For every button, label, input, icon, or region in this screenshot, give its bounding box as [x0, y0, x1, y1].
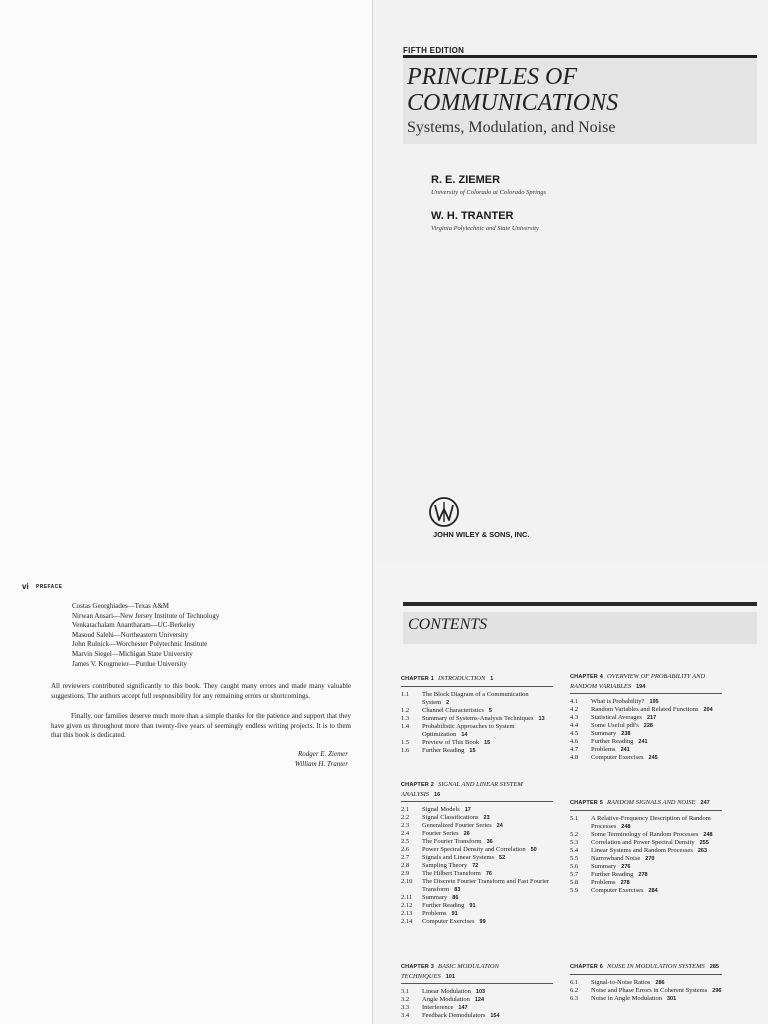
section-number: 1.5 — [401, 738, 410, 746]
toc-entry[interactable] — [401, 814, 553, 822]
publisher-name: JOHN WILEY & SONS, INC. — [433, 530, 530, 539]
reviewer-item: James V. Krogmeier—Purdue University — [72, 659, 187, 668]
author-affiliation: University of Colorado at Colorado Springs — [431, 189, 547, 196]
reviewer-list — [72, 602, 219, 669]
section-number: 4.5 — [570, 730, 579, 737]
contents-title: CONTENTS — [408, 616, 488, 633]
toc-entry[interactable] — [570, 863, 722, 871]
section-number: 2.4 — [401, 830, 410, 837]
chapter-page: 101 — [445, 973, 455, 980]
section-title: Noise in Angle Modulation — [591, 994, 662, 1002]
toc-entry[interactable] — [401, 894, 553, 902]
section-title: Statistical Averages — [591, 714, 642, 721]
chapter-title: OVERVIEW OF PROBABILITY AND RANDOM VARIABLES — [570, 673, 706, 690]
section-title: Problems — [422, 910, 447, 917]
blank-page — [0, 0, 372, 562]
section-number: 2.1 — [401, 806, 410, 813]
section-page: 23 — [483, 815, 490, 821]
section-page: 52 — [499, 855, 506, 861]
reviewer-item: Venkatachalam Anantharam—UC-Berkeley — [72, 621, 196, 630]
toc-entry[interactable] — [570, 698, 722, 706]
toc-entry[interactable] — [570, 815, 722, 831]
section-title: The Discrete Fourier Transform and Fast Fourier Transform — [422, 878, 550, 893]
section-page: 17 — [464, 807, 471, 813]
toc-entry[interactable] — [401, 838, 553, 846]
section-number: 4.6 — [570, 738, 579, 745]
toc-entry[interactable] — [401, 739, 553, 747]
section-title: What is Probability? — [591, 698, 645, 705]
section-page: 147 — [458, 1005, 468, 1011]
chapter-title: RANDOM SIGNALS AND NOISE — [606, 799, 696, 806]
section-page: 15 — [469, 747, 476, 754]
toc-entry[interactable] — [570, 979, 722, 987]
section-page: 99 — [479, 919, 486, 925]
toc-entry[interactable] — [401, 691, 553, 707]
toc-entry[interactable] — [570, 839, 722, 847]
section-number: 5.4 — [570, 846, 579, 854]
section-page: 86 — [452, 895, 459, 901]
section-number: 2.13 — [401, 910, 413, 917]
section-page: 248 — [621, 823, 631, 830]
section-number: 2.6 — [401, 846, 410, 853]
wiley-logo-icon — [428, 496, 460, 528]
section-title: Linear Modulation — [422, 988, 471, 995]
section-page: 278 — [620, 879, 630, 886]
section-page: 245 — [648, 755, 658, 761]
section-title: Feedback Demodulators — [422, 1012, 486, 1019]
section-page: 217 — [646, 715, 657, 721]
section-page: 241 — [638, 739, 648, 745]
toc-entry[interactable] — [401, 1004, 553, 1012]
toc-entry[interactable] — [401, 988, 553, 996]
author-affiliation: Virginia Polytechnic and State University — [431, 225, 539, 232]
section-title: Computer Exercises — [591, 886, 644, 894]
reviewer-item: Masoud Salehi—Northeastern University — [72, 630, 189, 639]
section-number: 1.3 — [401, 714, 410, 722]
section-number: 2.10 — [401, 878, 413, 885]
section-title: Some Useful pdf's — [591, 722, 639, 729]
section-title: Computer Exercises — [422, 918, 475, 925]
chapter-label: CHAPTER 5 — [570, 800, 603, 806]
section-number: 4.7 — [570, 746, 579, 753]
section-title: Problems — [591, 746, 616, 753]
book-title-line1: PRINCIPLES OF — [407, 64, 577, 90]
section-title: Further Reading — [591, 870, 634, 878]
chapter-title: SIGNAL AND LINEAR SYSTEM ANALYSIS — [401, 781, 523, 798]
section-number: 6.2 — [570, 986, 579, 994]
toc-entry[interactable] — [570, 847, 722, 855]
section-title: Generalized Fourier Series — [422, 822, 492, 829]
section-number: 3.4 — [401, 1012, 410, 1019]
section-title: Fourier Series — [422, 830, 459, 837]
toc-entry[interactable] — [570, 887, 722, 895]
section-page: 15 — [484, 739, 491, 746]
section-title: Interference — [422, 1004, 454, 1011]
toc-entry[interactable] — [570, 730, 722, 738]
toc-entry[interactable] — [401, 854, 553, 862]
section-page: 276 — [621, 863, 631, 870]
section-page: 36 — [486, 839, 493, 845]
section-number: 2.9 — [401, 870, 410, 877]
chapter-page: 285 — [709, 964, 719, 970]
section-title: Channel Characteristics — [422, 706, 484, 714]
section-number: 5.5 — [570, 854, 579, 862]
title-page — [372, 0, 768, 562]
toc-entry[interactable] — [570, 995, 722, 1003]
toc-entry[interactable] — [570, 831, 722, 839]
section-title: Computer Exercises — [591, 754, 644, 761]
reviewer-item: John Rulnick—Worchester Polytechnic Institute — [72, 640, 208, 649]
toc-entry[interactable] — [570, 722, 722, 730]
section-page: 26 — [463, 831, 470, 837]
chapter-title: NOISE IN MODULATION SYSTEMS — [606, 963, 705, 970]
toc-entry[interactable] — [401, 870, 553, 878]
chapter-heading[interactable] — [570, 798, 722, 811]
toc-entry[interactable] — [570, 738, 722, 746]
section-title: Noise and Phase Errors in Coherent Systems — [591, 986, 708, 994]
toc-entry[interactable] — [401, 910, 553, 918]
section-page: 5 — [488, 707, 492, 714]
section-number: 4.1 — [570, 698, 579, 705]
chapter-title: BASIC MODULATION TECHNIQUES — [401, 963, 499, 980]
section-number: 2.2 — [401, 814, 410, 821]
section-title: The Fourier Transform — [422, 838, 482, 845]
toc-entry[interactable] — [570, 879, 722, 887]
chapter-block — [401, 962, 553, 1020]
section-page: 13 — [538, 715, 545, 722]
chapter-block — [570, 672, 722, 762]
section-title: Correlation and Power Spectral Density — [591, 838, 695, 846]
preface-paragraph: All reviewers contributed significantly to this book. They caught many errors and made many valuable suggestions. The authors accept full responsibility for any remaining errors or shortcomings. — [51, 682, 351, 700]
section-number: 2.7 — [401, 854, 410, 861]
section-title: Signal Models — [422, 806, 460, 813]
section-page: 76 — [485, 871, 492, 877]
chapter-heading[interactable] — [401, 962, 553, 984]
section-number: 2.8 — [401, 862, 410, 869]
toc-entry[interactable] — [401, 822, 553, 830]
toc-entry[interactable] — [401, 806, 553, 814]
chapter-heading[interactable] — [401, 780, 553, 802]
section-title: Preview of This Book — [422, 738, 480, 746]
section-number: 5.1 — [570, 814, 579, 822]
section-page: 103 — [475, 989, 486, 995]
preface-paragraph: Finally, our families deserve much more than a simple thanks for the patience and support that they have given us throughout more than twenty-five years of seemingly endless writing projects. It is to them that this book is dedicated. — [51, 712, 351, 740]
toc-entry[interactable] — [401, 1012, 553, 1020]
chapter-block — [401, 674, 553, 755]
section-number: 4.4 — [570, 722, 579, 729]
chapter-label: CHAPTER 2 — [401, 782, 434, 788]
section-page: 278 — [638, 871, 648, 878]
section-number: 5.3 — [570, 838, 579, 846]
toc-entry[interactable] — [401, 862, 553, 870]
toc-entry[interactable] — [401, 723, 553, 739]
section-page: 301 — [666, 995, 677, 1002]
chapter-block — [570, 962, 722, 1003]
section-title: Narrowband Noise — [591, 854, 641, 862]
section-title: Power Spectral Density and Correlation — [422, 846, 526, 853]
signature-ziemer: Rodger E. Ziemer — [298, 750, 348, 758]
section-title: A Relative-Frequency Description of Random Processes — [591, 814, 711, 830]
reviewer-item: Marvin Siegel—Michigan State University — [72, 649, 193, 658]
section-page: 286 — [655, 979, 665, 986]
section-title: Angle Modulation — [422, 996, 470, 1003]
section-page: 241 — [620, 747, 630, 753]
section-page: 72 — [472, 863, 479, 869]
toc-entry[interactable] — [401, 846, 553, 854]
section-title: Further Reading — [591, 738, 634, 745]
chapter-page: 247 — [700, 800, 710, 806]
toc-entry[interactable] — [570, 871, 722, 879]
section-title: Signals and Linear Systems — [422, 854, 495, 861]
section-number: 6.1 — [570, 978, 579, 986]
chapter-heading[interactable] — [570, 962, 722, 975]
author-name: R. E. ZIEMER — [431, 174, 501, 186]
section-page: 14 — [461, 731, 468, 738]
toc-entry[interactable] — [570, 714, 722, 722]
section-page: 296 — [712, 987, 722, 994]
section-title: Signal-to-Noise Ratios — [591, 978, 651, 986]
section-page: 248 — [703, 831, 713, 838]
chapter-page: 1 — [490, 676, 494, 682]
section-title: Summary of Systems-Analysis Techniques — [422, 714, 534, 722]
page-label: PREFACE — [36, 584, 63, 590]
section-number: 6.3 — [570, 994, 579, 1002]
section-number: 5.9 — [570, 886, 579, 894]
section-number: 2.12 — [401, 902, 413, 909]
reviewer-item: Costas Georghiades—Texas A&M — [72, 602, 169, 610]
section-number: 4.3 — [570, 714, 579, 721]
reviewer-item: Nirwan Ansari—New Jersey Institute of Technology — [72, 611, 220, 620]
section-title: Random Variables and Related Functions — [591, 706, 699, 713]
section-number: 5.6 — [570, 862, 579, 870]
section-number: 1.4 — [401, 722, 410, 730]
author-name: W. H. TRANTER — [431, 210, 514, 222]
page-number: vi — [22, 582, 29, 591]
section-page: 284 — [648, 887, 658, 894]
section-number: 3.3 — [401, 1004, 410, 1011]
signature-tranter: William H. Tranter — [294, 760, 348, 768]
section-number: 2.14 — [401, 918, 413, 925]
chapter-heading[interactable] — [570, 672, 722, 694]
contents-rule — [403, 602, 757, 606]
section-page: 204 — [703, 707, 713, 713]
toc-entry[interactable] — [401, 747, 553, 755]
toc-entry[interactable] — [401, 918, 553, 926]
section-page: 91 — [469, 903, 476, 909]
section-number: 3.2 — [401, 996, 410, 1003]
section-page: 124 — [474, 997, 485, 1003]
section-number: 2.5 — [401, 838, 410, 845]
section-page: 228 — [643, 723, 653, 729]
section-number: 1.6 — [401, 746, 410, 754]
toc-entry[interactable] — [401, 830, 553, 838]
chapter-block — [570, 798, 722, 895]
section-title: Problems — [591, 878, 616, 886]
contents-page — [372, 562, 768, 1024]
chapter-label: CHAPTER 1 — [401, 676, 434, 682]
toc-entry[interactable] — [570, 754, 722, 762]
section-number: 5.2 — [570, 830, 579, 838]
edition-label: FIFTH EDITION — [403, 46, 465, 55]
section-page: 50 — [530, 847, 537, 853]
section-page: 195 — [649, 699, 659, 705]
chapter-label: CHAPTER 3 — [401, 964, 434, 970]
chapter-heading[interactable] — [401, 674, 553, 687]
section-page: 154 — [490, 1013, 500, 1019]
section-number: 2.3 — [401, 822, 410, 829]
chapter-title: INTRODUCTION — [437, 675, 486, 682]
toc-entry[interactable] — [570, 855, 722, 863]
section-page: 270 — [645, 855, 655, 862]
chapter-label: CHAPTER 4 — [570, 674, 603, 680]
section-number: 4.2 — [570, 706, 579, 713]
toc-entry[interactable] — [401, 707, 553, 715]
section-title: Linear Systems and Random Processes — [591, 846, 693, 854]
toc-entry[interactable] — [401, 902, 553, 910]
section-page: 24 — [496, 823, 503, 829]
section-number: 5.7 — [570, 870, 579, 878]
toc-entry[interactable] — [570, 746, 722, 754]
section-page: 255 — [699, 839, 709, 846]
chapter-page: 194 — [636, 683, 646, 690]
toc-entry[interactable] — [570, 987, 722, 995]
section-page: 238 — [621, 731, 631, 737]
toc-entry[interactable] — [401, 878, 553, 894]
section-title: Some Terminology of Random Processes — [591, 830, 699, 838]
section-title: Probabilistic Approaches to System Optimization — [422, 722, 515, 738]
book-title-line2: COMMUNICATIONS — [407, 90, 619, 116]
preface-page — [0, 562, 372, 1024]
section-title: Signal Classifications — [422, 814, 479, 821]
toc-entry[interactable] — [401, 996, 553, 1004]
section-title: The Block Diagram of a Communication System — [422, 690, 529, 706]
section-title: Summary — [591, 730, 617, 737]
toc-entry[interactable] — [401, 715, 553, 723]
section-number: 2.11 — [401, 894, 413, 901]
chapter-label: CHAPTER 6 — [570, 964, 603, 970]
section-title: The Hilbert Transform — [422, 870, 481, 877]
section-page: 91 — [451, 911, 458, 917]
section-number: 5.8 — [570, 878, 579, 886]
section-number: 1.2 — [401, 706, 410, 714]
book-subtitle: Systems, Modulation, and Noise — [407, 119, 616, 136]
section-title: Sampling Theory — [422, 862, 468, 869]
section-title: Summary — [422, 894, 448, 901]
section-page: 2 — [446, 699, 450, 706]
chapter-page: 16 — [434, 791, 441, 798]
section-title: Further Reading — [422, 746, 465, 754]
section-number: 3.1 — [401, 988, 410, 995]
section-page: 263 — [697, 847, 708, 854]
section-page: 83 — [454, 887, 461, 893]
toc-entry[interactable] — [570, 706, 722, 714]
section-title: Further Reading — [422, 902, 465, 909]
section-number: 1.1 — [401, 690, 410, 698]
section-number: 4.8 — [570, 754, 579, 761]
section-title: Summary — [591, 862, 617, 870]
chapter-block — [401, 780, 553, 926]
